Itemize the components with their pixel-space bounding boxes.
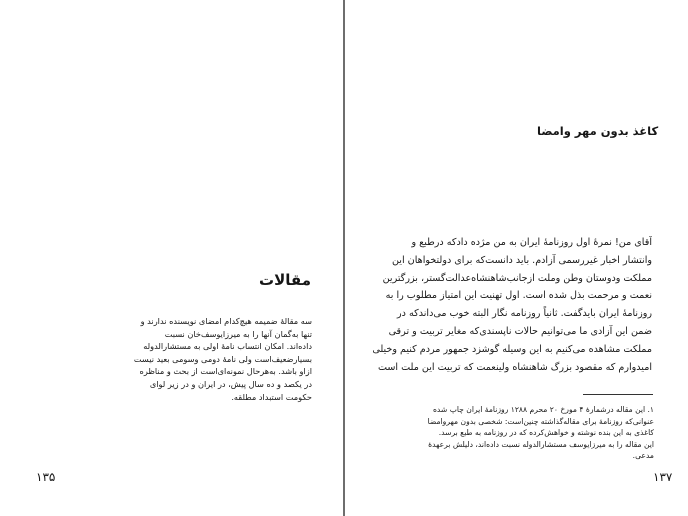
note-line: سه مقالهٔ ضمیمه هیچ‌کدام امضای نویسنده ندارند و (140, 316, 312, 326)
footnote-line: کاغذی به این بنده نوشته و خواهش‌کرده که در روزنامه به طبع برسد. (438, 428, 654, 438)
body-line: روزنامهٔ ایران بایدگفت. ثانیاً روزنامه نگار البته خوب می‌داندکه در (397, 308, 652, 320)
footnote-line: ۱. این مقاله درشمارهٔ ۴ مورخ ۲۰ محرم ۱۲۸۸ روزنامهٔ ایران چاپ شده (432, 405, 654, 414)
footnote-line: این مقاله را به میرزایوسف مستشارالدوله نسبت داده‌اند، دلیلش برعهدهٔ (428, 439, 654, 449)
note-line: بسیارضعیف‌است ولی نامهٔ دومی وسومی بعید نیست (133, 353, 312, 364)
note-line: ازاو باشد. به‌هرحال نمونه‌ای‌است از بحث و مناظره (139, 366, 312, 377)
body-line: وانتشار اخبار غیررسمی آزادم. باید دانست‌که برای دولتخواهان این (391, 254, 652, 266)
left-page-note (86, 315, 312, 403)
left-page-number: ۱۳۵ (36, 470, 56, 484)
footnote-divider (583, 394, 653, 395)
body-line: ضمن این آزادی ما می‌توانیم حالات ناپسندی‌که مغایر تربیت و ترقی (388, 325, 652, 337)
body-line: نعمت و مرحمت بذل شده است. اول تهنیت این امتیاز مطلوب را به (385, 290, 652, 302)
body-line: مملکت مشاهده می‌کنیم به این وسیله گوشزد جمهور مردم کنیم وخیلی (372, 343, 652, 355)
note-line: تنها به‌گمان آنها را به میرزایوسف‌خان نسبت (164, 328, 312, 339)
left-page-heading: مقالات (259, 271, 311, 289)
right-page-number: ۱۳۷ (653, 470, 673, 484)
body-line: مملکت ودوستان وطن وملت ازجانب‌شاهنشاه‌عدالت‌گستر، بزرگترین (382, 272, 652, 284)
right-page-body (368, 234, 652, 376)
footnote-line: عنوانی‌که روزنامهٔ برای مقاله‌گذاشته چنین‌است: شخصی بدون مهروامضا (427, 416, 654, 426)
right-page-heading: کاغذ بدون مهر وامضا (537, 124, 659, 138)
note-line: در یکصد و ده سال پیش، در ایران و در زیر لوای (149, 378, 312, 389)
note-line: حکومت استبداد مطلقه. (231, 391, 312, 402)
body-line: آقای من! نمرهٔ اول روزنامهٔ ایران به من مژده دادکه درطبع و (411, 237, 652, 248)
right-page-footnote (384, 404, 654, 462)
body-line: امیدوارم که مقصود بزرگ شاهنشاه ولینعمت که تربیت این ملت است (377, 361, 652, 373)
footnote-line: مدعی. (632, 451, 654, 461)
note-line: داده‌اند. امکان انتساب نامهٔ اولی به مستشارالدوله (143, 341, 312, 352)
